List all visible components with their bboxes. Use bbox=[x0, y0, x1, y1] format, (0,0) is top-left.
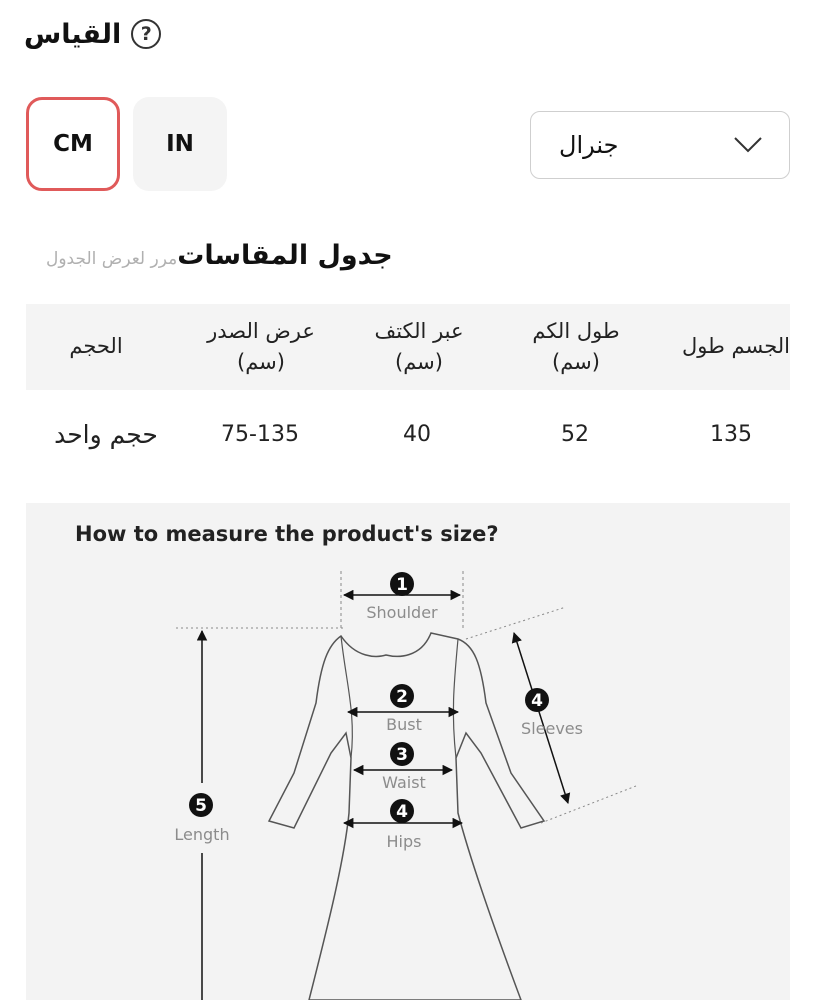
region-select[interactable] bbox=[530, 111, 790, 179]
label-waist: Waist bbox=[382, 773, 426, 792]
svg-text:2: 2 bbox=[396, 687, 408, 707]
label-hips: Hips bbox=[386, 832, 422, 851]
label-bust: Bust bbox=[386, 715, 422, 734]
svg-text:4: 4 bbox=[396, 802, 408, 822]
svg-text:5: 5 bbox=[195, 796, 207, 816]
col-size: الحجم bbox=[69, 334, 123, 359]
size-chart-heading bbox=[46, 240, 393, 271]
measure-guide bbox=[26, 503, 790, 1000]
svg-text:3: 3 bbox=[396, 745, 408, 765]
size-chart-title: جدول المقاسات bbox=[177, 240, 393, 271]
page-title: القياس bbox=[24, 18, 122, 50]
size-header bbox=[24, 12, 161, 56]
cell-shoulder: 40 bbox=[403, 421, 431, 447]
cell-size: حجم واحد bbox=[54, 419, 158, 449]
svg-text:4: 4 bbox=[531, 691, 543, 711]
unit-in-button[interactable]: IN bbox=[133, 97, 227, 191]
col-length: الجسم طول bbox=[682, 334, 790, 359]
guide-title: How to measure the product's size? bbox=[75, 522, 499, 546]
cell-bust: 75-135 bbox=[221, 421, 299, 447]
label-sleeves: Sleeves bbox=[521, 719, 583, 738]
chevron-down-icon bbox=[733, 136, 763, 154]
label-shoulder: Shoulder bbox=[366, 603, 438, 622]
col-bust: عرض الصدر (سم) bbox=[207, 318, 315, 374]
label-length: Length bbox=[174, 825, 230, 844]
col-shoulder: عبر الكتف (سم) bbox=[374, 318, 464, 374]
svg-text:1: 1 bbox=[396, 575, 408, 595]
question-circle-icon[interactable]: ? bbox=[131, 19, 161, 49]
dress-diagram bbox=[26, 503, 790, 1000]
sleeves-arrow bbox=[514, 633, 568, 803]
region-select-value: جنرال bbox=[559, 131, 619, 159]
cell-sleeve: 52 bbox=[561, 421, 589, 447]
size-table-header bbox=[26, 304, 790, 390]
cell-length: 135 bbox=[710, 421, 752, 447]
unit-cm-button[interactable]: CM bbox=[26, 97, 120, 191]
col-sleeve: طول الكم (سم) bbox=[532, 318, 620, 374]
scroll-hint: مرر لعرض الجدول bbox=[46, 249, 178, 269]
